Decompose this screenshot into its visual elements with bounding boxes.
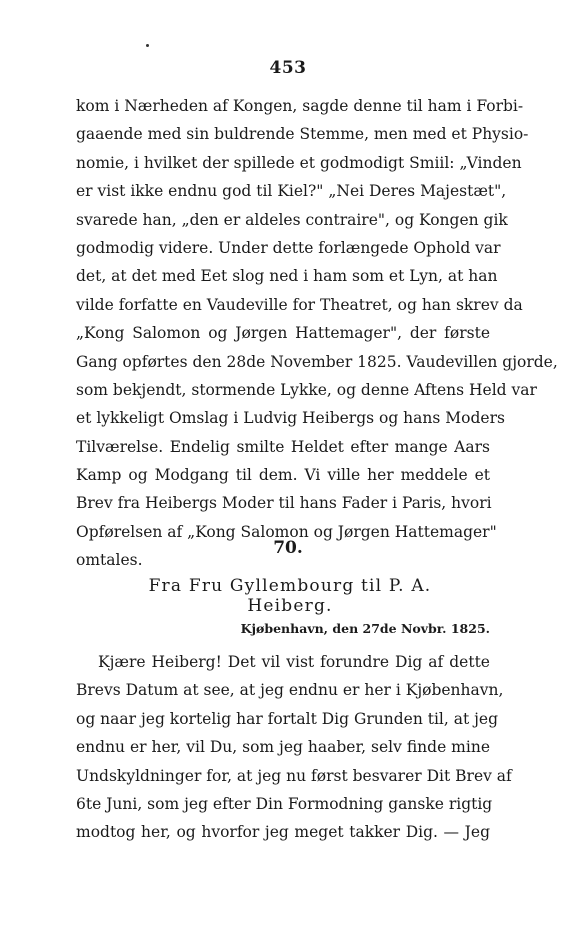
letter-number: 70. (273, 538, 303, 558)
text-line: Undskyldninger for, at jeg nu først besvarer Dit Brev af (76, 766, 512, 785)
text-line: er vist ikke endnu god til Kiel?" „Nei Deres Majestæt", (76, 182, 507, 201)
text-line: Brev fra Heibergs Moder til hans Fader i Paris, hvori (76, 494, 492, 513)
text-line: som bekjendt, stormende Lykke, og denne Aftens Held var (76, 380, 537, 399)
text-line: Brevs Datum at see, at jeg endnu er her i Kjøbenhavn, (76, 681, 504, 700)
letter-body-paragraph (76, 648, 512, 847)
text-line: gaaende med sin buldrende Stemme, men med et Physio- (76, 125, 529, 144)
text-line: svarede han, „den er aldeles contraire", og Kongen gik (76, 210, 508, 229)
page-number: 453 (269, 58, 307, 78)
text-line: Opførelsen af „Kong Salomon og Jørgen Hattemager" (76, 522, 497, 541)
text-line: modtog her, og hvorfor jeg meget takker Dig. — Jeg (76, 823, 490, 842)
print-speck (146, 44, 149, 47)
letter-dateline: Kjøbenhavn, den 27de Novbr. 1825. (240, 621, 490, 636)
text-line: et lykkeligt Omslag i Ludvig Heibergs og hans Moders (76, 409, 505, 428)
text-line: Kamp og Modgang til dem. Vi ville her meddele et (76, 466, 490, 485)
text-line: 6te Juni, som jeg efter Din Formodning ganske rigtig (76, 794, 493, 813)
text-line: det, at det med Eet slog ned i ham som et Lyn, at han (76, 267, 498, 286)
text-line: Gang opførtes den 28de November 1825. Vaudevillen gjorde, (76, 352, 558, 371)
text-line: og naar jeg kortelig har fortalt Dig Grunden til, at jeg (76, 709, 499, 728)
letter-heading: Fra Fru Gyllembourg til P. A. Heiberg. (148, 576, 432, 616)
text-line: godmodig videre. Under dette forlængede Ophold var (76, 238, 501, 257)
body-paragraph (76, 92, 558, 575)
text-line: Tilværelse. Endelig smilte Heldet efter mange Aars (76, 437, 490, 456)
text-line: Kjære Heiberg! Det vil vist forundre Dig af dette (98, 653, 490, 671)
text-line: kom i Nærheden af Kongen, sagde denne til ham i Forbi- (76, 97, 524, 115)
text-line: omtales. (76, 551, 143, 570)
text-line: vilde forfatte en Vaudeville for Theatret, og han skrev da (76, 295, 523, 314)
text-line: „Kong Salomon og Jørgen Hattemager", der første (76, 324, 490, 343)
text-line: endnu er her, vil Du, som jeg haaber, selv finde mine (76, 738, 490, 757)
text-line: nomie, i hvilket der spillede et godmodigt Smiil: „Vinden (76, 153, 522, 172)
